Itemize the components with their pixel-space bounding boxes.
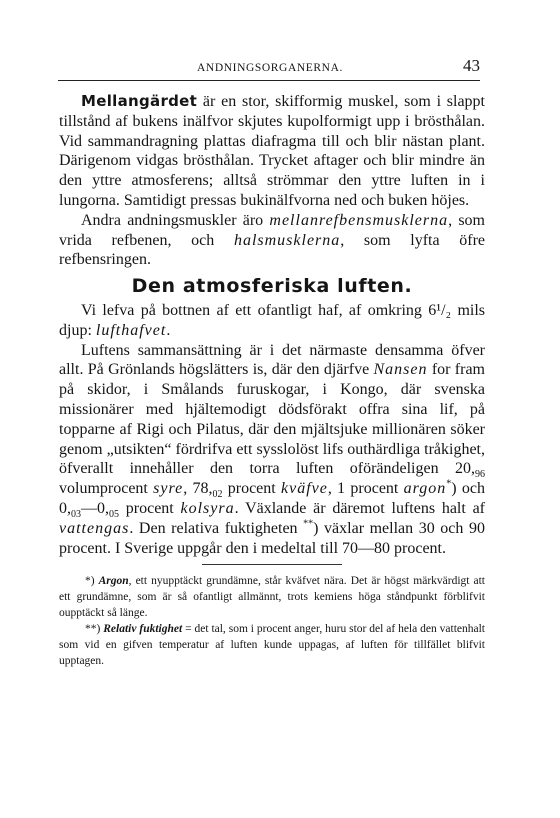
subscript-digits: 05 <box>109 509 119 521</box>
term-lufthafvet: lufthafvet <box>95 321 167 339</box>
text-run: procent <box>222 480 281 498</box>
paragraph-andningsmuskler <box>59 211 485 270</box>
page-body <box>59 92 485 669</box>
text-run: for fram på skidor, i Smålands furuskogar, i Kongo, där svenska missionärer med hjältemodigt dödsförakt offra sina lif, på topparne af Rigi och Pilatus, där den mjältsjuke millionären söker genom „utsikten“ fördrifva ett sysslolöst lifs outhärdliga tråkighet, öfverallt innehåller den torra luften oförändeligen 20, <box>59 361 486 478</box>
footnote-ref-1: * <box>446 478 452 490</box>
text-run: ) och 0, <box>59 480 485 517</box>
text-run: Luftens sammansättning är i det närmaste densamma öfver allt. På Grönlands högslätters is, där den djärfve <box>59 341 485 379</box>
page-number: 43 <box>463 56 480 75</box>
header-rule <box>58 80 480 81</box>
footnote-term-argon: Argon <box>98 575 129 588</box>
footnote-argon <box>59 573 485 621</box>
footnote-rule <box>202 564 342 565</box>
text-run: procent <box>119 499 181 517</box>
text-run: , som vrida refbenen, och <box>59 211 485 249</box>
paragraph-text: är en stor, skifformig muskel, som i slappt tillstånd af bukens inälfvor skjutes kupolformigt upp i brösthålan. Vid sammandragning plattas diafragma till och blir nästan plant. Därigenom vidgas brösthålan. Trycket aftager och blir mindre än den yttre atmosferens; alltså strömmar den yttre luften in i lungorna. Samtidigt pressas bukinälfvorna ned och buken höjes. <box>59 93 485 209</box>
name-nansen: Nansen <box>373 361 428 379</box>
footnote-ref-2: ** <box>303 518 314 530</box>
text-run: mils djup: <box>59 301 485 339</box>
footnote-marker: *) <box>85 575 95 588</box>
term-kolsyra: kolsyra <box>180 499 235 517</box>
section-heading: Den atmosferiska luften. <box>131 275 413 298</box>
text-run: ) växlar mellan 30 och 90 procent. I Sverige uppgår den i medeltal till 70—80 procent. <box>59 519 485 557</box>
text-run: . Växlande är däremot luftens halt af <box>234 499 485 517</box>
text-run: Andra andningsmuskler äro <box>81 211 270 229</box>
term-argon: argon <box>403 480 447 498</box>
term-halsmusklerna: halsmusklerna <box>233 231 341 249</box>
term-mellangardet: Mellangärdet <box>81 92 198 110</box>
term-mellanrefbensmusklerna: mellanrefbensmusklerna <box>269 211 449 229</box>
subscript-digits: 02 <box>212 489 223 501</box>
subscript-digits: 96 <box>475 469 485 481</box>
footnote-text: , ett nyupptäckt grundämne, står kväfvet nära. Det är högst märkvärdigt att ett grundämne, som är så ofantligt allmännt, trots kemiens höga ståndpunkt förblifvit oupptäckt så länge. <box>59 575 485 620</box>
text-run: , som lyfta öfre refbensringen. <box>59 231 486 269</box>
term-syre: syre <box>153 480 184 498</box>
text-run: , 78, <box>183 480 213 498</box>
term-kvafve: kväfve <box>281 480 328 498</box>
paragraph-lufthafvet <box>59 301 485 341</box>
paragraph-luftens-sammansattning <box>59 341 485 559</box>
footnote-marker: **) <box>85 623 101 636</box>
text-run: volumprocent <box>59 480 154 498</box>
running-header <box>60 56 480 82</box>
text-run: —0, <box>81 499 109 517</box>
text-run: , 1 procent <box>327 480 404 498</box>
running-head: ANDNINGSORGANERNA. <box>197 62 343 74</box>
subscript-digits: 03 <box>71 509 81 521</box>
footnote-term-relativ-fuktighet: Relativ fuktighet <box>103 623 183 636</box>
paragraph-mellangardet <box>59 92 485 211</box>
text-run: . <box>166 321 171 339</box>
fraction: ¹/₂ <box>436 301 452 319</box>
text-run: Vi lefva på bottnen af ett ofantligt haf, af omkring 6 <box>81 301 437 319</box>
text-run: . Den relativa fuktigheten <box>129 519 304 537</box>
term-vattengas: vattengas <box>59 519 130 537</box>
footnote-relativ-fuktighet <box>59 621 485 669</box>
footnote-text: = det tal, som i procent anger, huru stor del af hela den vattenhalt som vid en gifven temperatur af luften kunde uppagas, af luften för tillfället blifvit upptagen. <box>59 623 485 668</box>
